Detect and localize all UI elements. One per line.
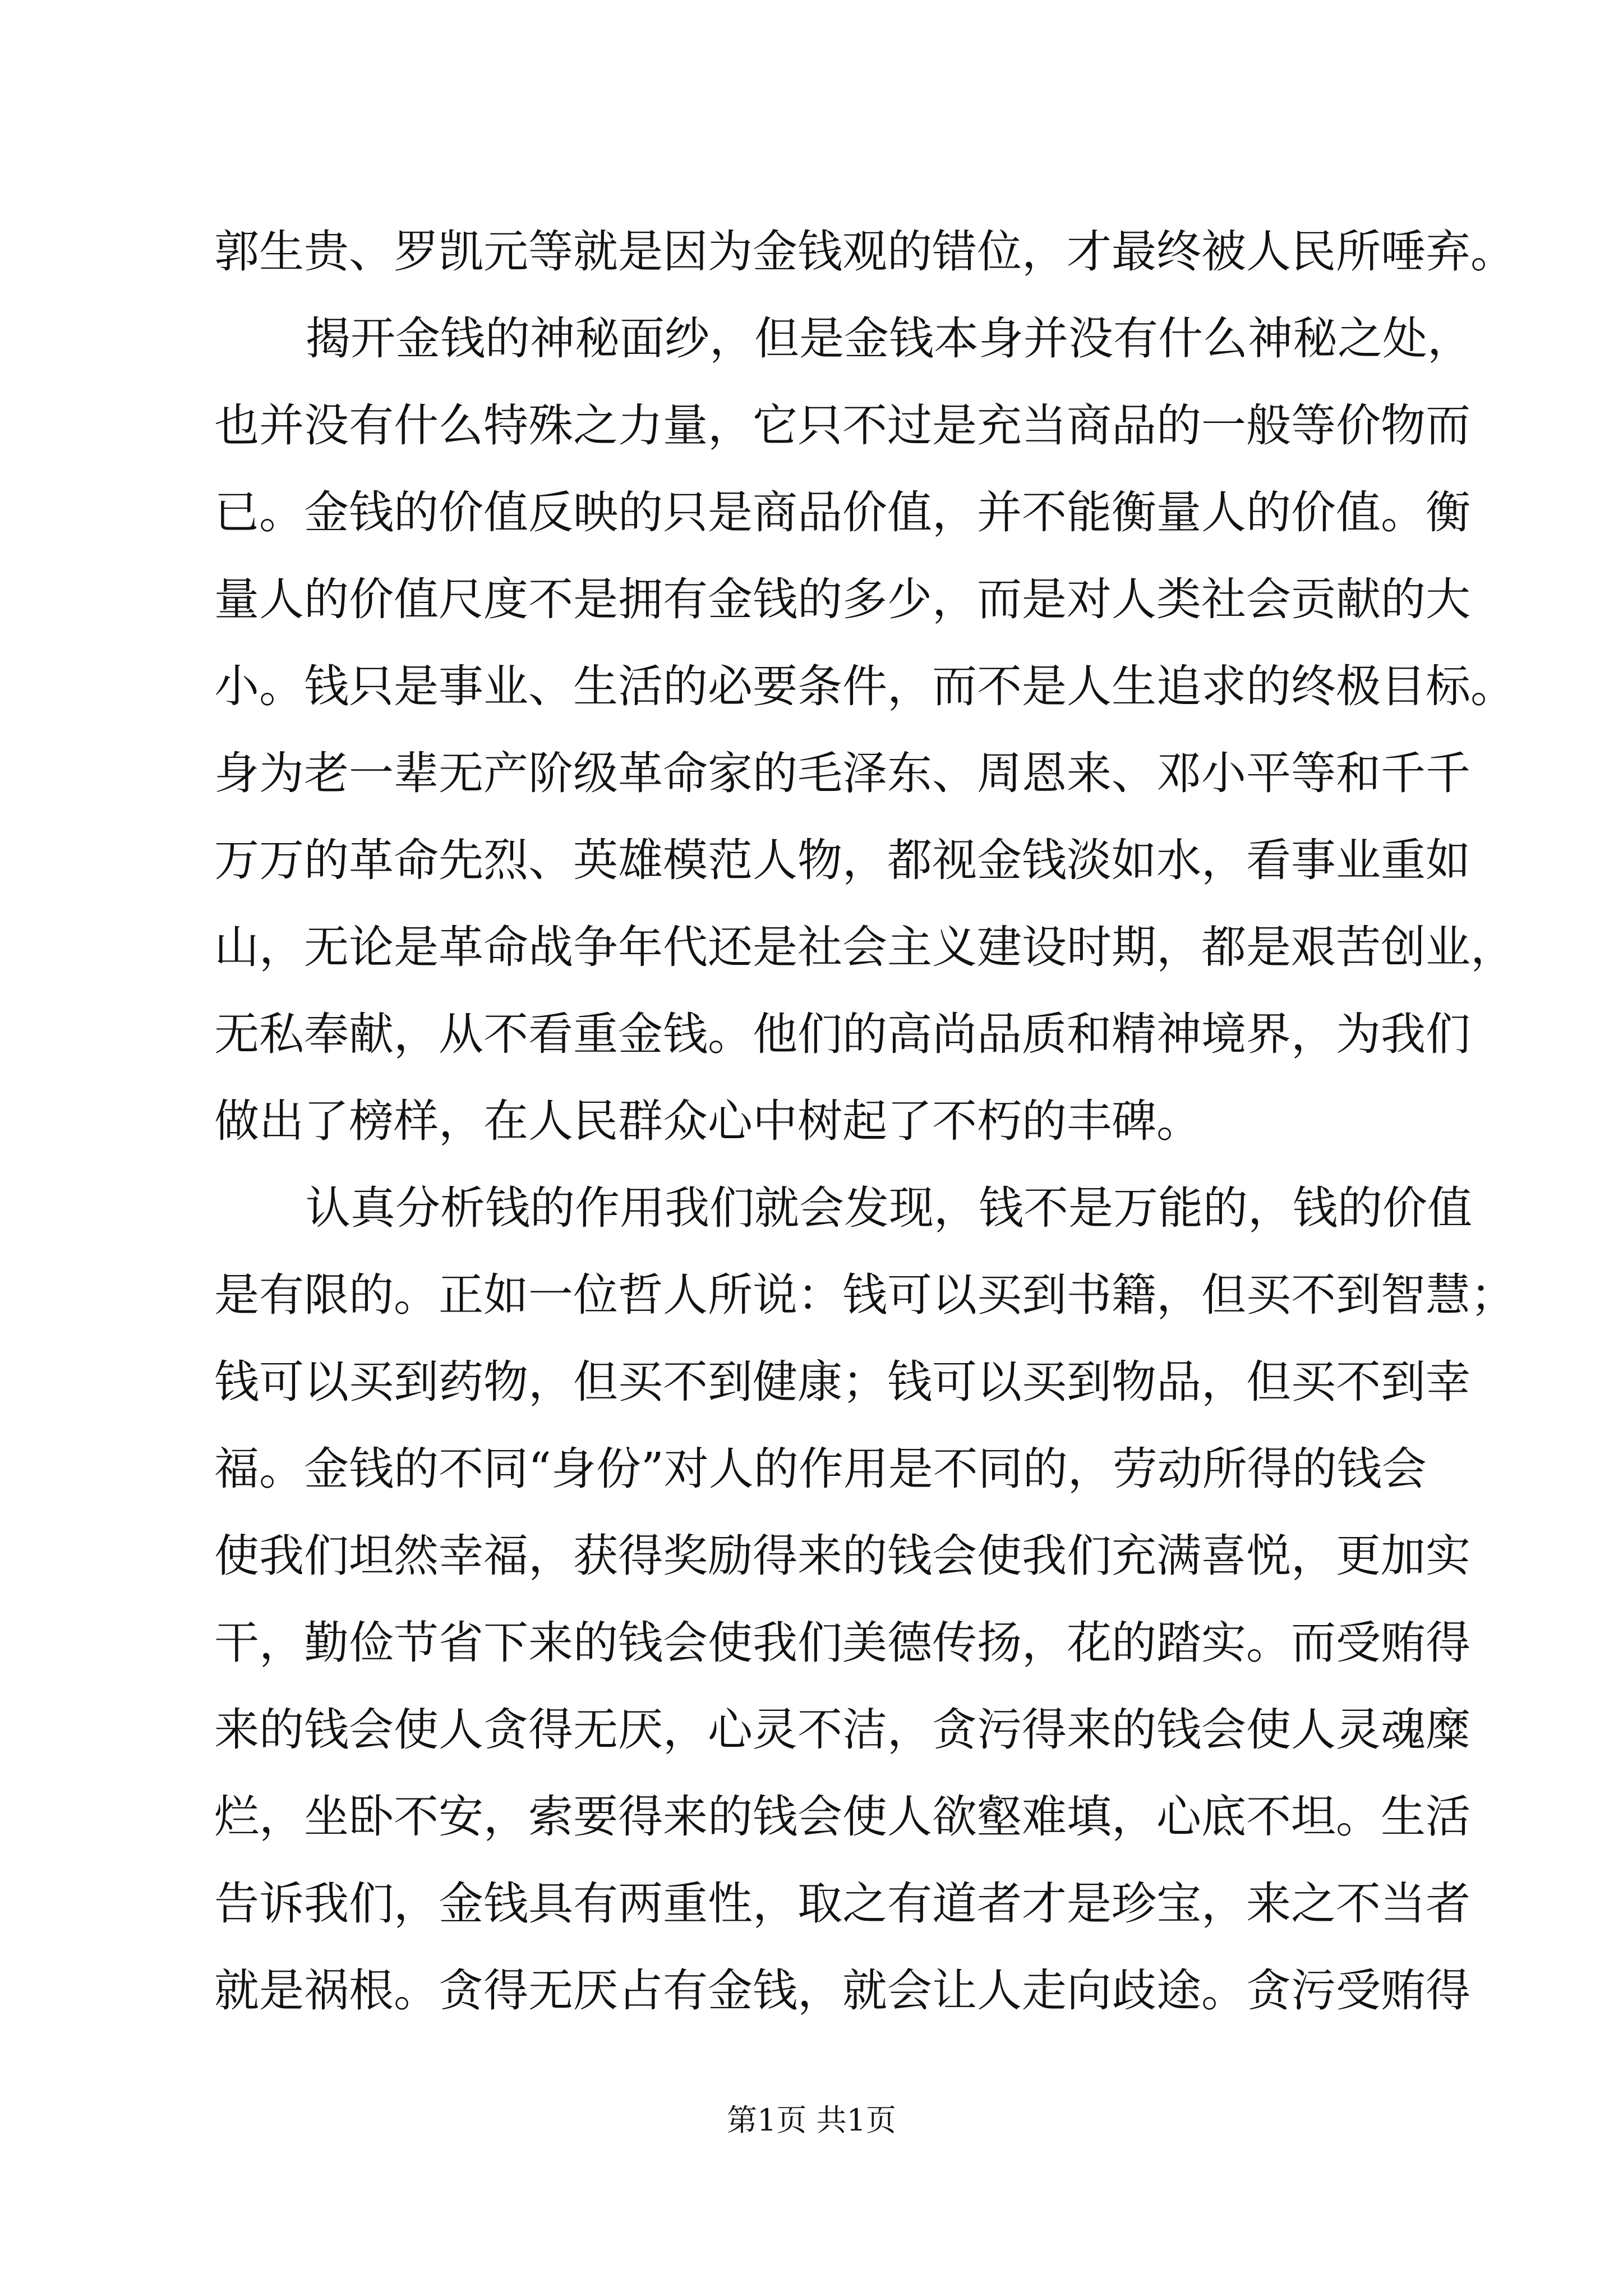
text-line: 身为老一辈无产阶级革命家的毛泽东、周恩来、邓小平等和千千 xyxy=(214,747,1470,799)
text-line: 使我们坦然幸福，获得奖励得来的钱会使我们充满喜悦，更加实 xyxy=(214,1530,1470,1582)
paragraph-start-line: 认真分析钱的作用我们就会发现，钱不是万能的，钱的价值 xyxy=(306,1182,1472,1234)
text-line: 干，勤俭节省下来的钱会使我们美德传扬，花的踏实。而受贿得 xyxy=(214,1617,1470,1669)
text-line: 郭生贵、罗凯元等就是因为金钱观的错位，才最终被人民所唾弃。 xyxy=(214,226,1515,278)
text-line: 量人的价值尺度不是拥有金钱的多少，而是对人类社会贡献的大 xyxy=(214,573,1470,625)
text-line: 福。金钱的不同“身份”对人的作用是不同的，劳动所得的钱会 xyxy=(214,1443,1427,1495)
text-line: 钱可以买到药物，但买不到健康；钱可以买到物品，但买不到幸 xyxy=(214,1356,1470,1408)
text-line: 已。金钱的价值反映的只是商品价值，并不能衡量人的价值。衡 xyxy=(214,486,1470,539)
text-line: 山，无论是革命战争年代还是社会主义建设时期，都是艰苦创业， xyxy=(214,921,1515,973)
paragraph-start-line: 揭开金钱的神秘面纱，但是金钱本身并没有什么神秘之处， xyxy=(306,312,1472,365)
text-line: 是有限的。正如一位哲人所说：钱可以买到书籍，但买不到智慧； xyxy=(214,1269,1515,1321)
text-line: 小。钱只是事业、生活的必要条件，而不是人生追求的终极目标。 xyxy=(214,660,1515,712)
text-line: 告诉我们，金钱具有两重性，取之有道者才是珍宝，来之不当者 xyxy=(214,1878,1470,1930)
text-line: 也并没有什么特殊之力量，它只不过是充当商品的一般等价物而 xyxy=(214,399,1470,452)
document-body xyxy=(214,208,1515,2034)
text-line: 来的钱会使人贪得无厌，心灵不洁，贪污得来的钱会使人灵魂糜 xyxy=(214,1704,1470,1756)
text-line: 做出了榜样，在人民群众心中树起了不朽的丰碑。 xyxy=(214,1095,1201,1147)
text-line: 就是祸根。贪得无厌占有金钱，就会让人走向歧途。贪污受贿得 xyxy=(214,1964,1470,2017)
page-footer: 第1页 共1页 xyxy=(727,2102,896,2138)
text-line: 烂，坐卧不安，索要得来的钱会使人欲壑难填，心底不坦。生活 xyxy=(214,1791,1470,1843)
text-line: 无私奉献，从不看重金钱。他们的高尚品质和精神境界，为我们 xyxy=(214,1008,1470,1060)
text-line: 万万的革命先烈、英雄模范人物，都视金钱淡如水，看事业重如 xyxy=(214,834,1470,886)
